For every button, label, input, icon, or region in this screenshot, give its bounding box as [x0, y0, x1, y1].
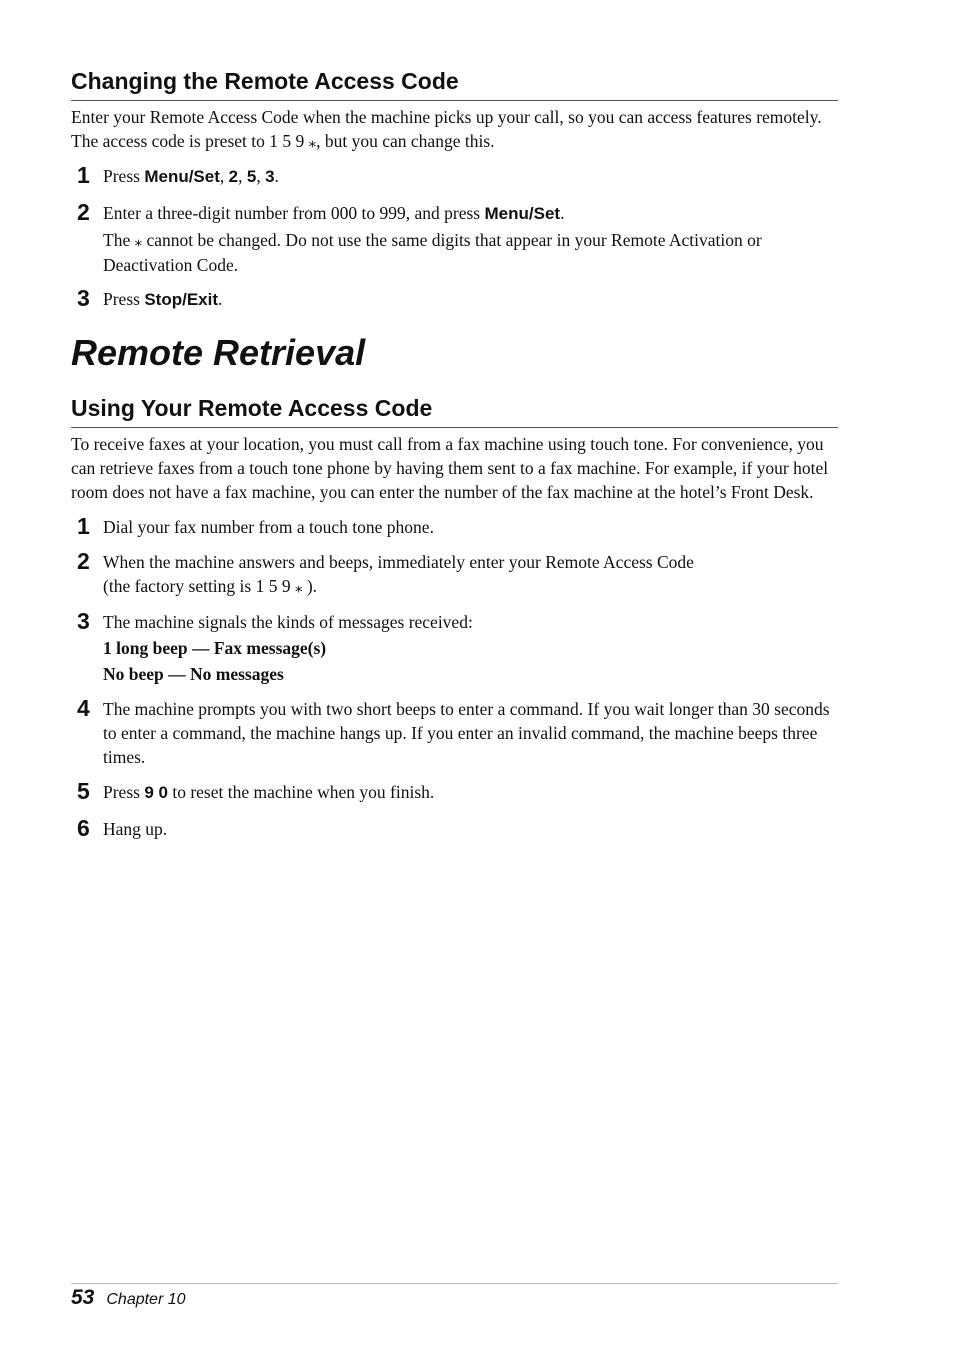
- key-3: 3: [265, 167, 275, 186]
- key-menu-set: Menu/Set: [144, 167, 220, 186]
- step-2: 2 Enter a three-digit number from 000 to 999, and press Menu/Set. The ⁎ cannot be changed. Do not use the same digits that appear in your Remote Activation or Deactivation Code.: [71, 201, 838, 277]
- step-2: 2 When the machine answers and beeps, immediately enter your Remote Access Code (the factory setting is 1 5 9 ⁎ ).: [77, 548, 694, 596]
- asterisk-icon: ⁎: [294, 578, 303, 596]
- step-number: 5: [77, 778, 90, 804]
- step-number: 1: [77, 162, 90, 188]
- key-menu-set: Menu/Set: [484, 204, 561, 223]
- asterisk-icon: ⁎: [308, 133, 317, 151]
- step-note: The ⁎ cannot be changed. Do not use the same digits that appear in your Remote Activation or Deactivation Code.: [103, 230, 762, 275]
- section-using-remote-access-code: [71, 394, 838, 841]
- step-5: 5 Press 9 0 to reset the machine when you finish.: [77, 778, 435, 804]
- step-number: 3: [77, 285, 90, 311]
- step-4: 4 The machine prompts you with two short beeps to enter a command. If you wait longer than 30 seconds to enter a command, the machine hangs up. If you enter an invalid command, the machine beeps three times.: [77, 695, 830, 767]
- step-number: 3: [77, 608, 90, 634]
- step-6: 6 Hang up.: [77, 815, 168, 841]
- step-3: 3 Press Stop/Exit.: [77, 285, 223, 311]
- step-1: 1 Press Menu/Set, 2, 5, 3.: [77, 162, 279, 188]
- page-number: 53: [71, 1286, 95, 1309]
- section-changing-remote-access-code: [71, 67, 838, 312]
- page-footer: [71, 1283, 838, 1310]
- asterisk-icon: ⁎: [134, 232, 143, 250]
- key-stop-exit: Stop/Exit: [144, 290, 218, 309]
- step-1: 1 Dial your fax number from a touch tone phone.: [77, 513, 434, 539]
- step-3: 3 The machine signals the kinds of messages received: 1 long beep — Fax message(s) No beep — No messages: [71, 610, 838, 686]
- section-intro: Enter your Remote Access Code when the machine picks up your call, so you can access features remotely. The access code is preset to 1 5 9 ⁎, but you can change this.: [71, 107, 822, 151]
- key-5: 5: [246, 167, 257, 186]
- step-number: 2: [77, 548, 90, 574]
- step-number: 2: [77, 199, 90, 225]
- beep-fax-message: 1 long beep — Fax message(s): [103, 638, 327, 658]
- key-9-0: 9 0: [144, 783, 168, 802]
- section-heading: Using Your Remote Access Code: [71, 394, 838, 428]
- section-heading: Changing the Remote Access Code: [71, 67, 838, 101]
- step-number: 6: [77, 815, 90, 841]
- beep-no-messages: No beep — No messages: [103, 664, 284, 684]
- step-number: 1: [77, 513, 90, 539]
- chapter-title: Remote Retrieval: [71, 332, 366, 373]
- chapter-label: Chapter 10: [106, 1291, 186, 1308]
- section-intro: To receive faxes at your location, you must call from a fax machine using touch tone. For convenience, you can retrieve faxes from a touch tone phone by having them sent to a fax machine. For example, if your hotel room does not have a fax machine, you can enter the number of the fax machine at the hotel’s Front Desk.: [71, 434, 829, 502]
- key-2: 2: [228, 167, 239, 186]
- step-number: 4: [77, 695, 90, 721]
